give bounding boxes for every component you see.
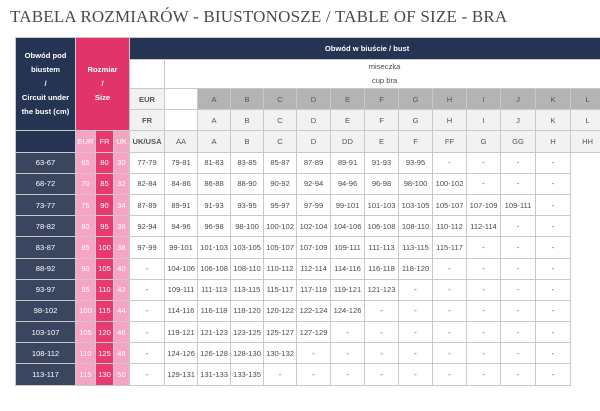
bust-cell: 118-120 <box>399 258 433 279</box>
size-fr: 90 <box>96 194 114 215</box>
size-eur: 115 <box>76 364 96 385</box>
bust-cell: 133-135 <box>231 364 264 385</box>
bust-cell: 124-126 <box>165 343 198 364</box>
size-eur: 65 <box>76 152 96 173</box>
cup-header-line: cup bra <box>371 76 398 85</box>
bust-cell: - <box>365 364 399 385</box>
table-row <box>16 322 600 343</box>
bust-cell: 111-113 <box>198 279 231 300</box>
fr-cup-e: E <box>331 110 365 131</box>
bust-cell: 102-104 <box>297 216 331 237</box>
bust-cell: 82-84 <box>130 173 165 194</box>
table-row <box>16 152 600 173</box>
size-eur: 75 <box>76 194 96 215</box>
bust-cell: 109-111 <box>165 279 198 300</box>
bust-cell: - <box>297 364 331 385</box>
eur-cup-j: J <box>501 89 536 110</box>
bust-cell: - <box>433 343 467 364</box>
bust-cell: 119-121 <box>165 322 198 343</box>
page-title: TABELA ROZMIARÓW - BIUSTONOSZE / TABLE OF SIZE - BRA <box>10 7 508 26</box>
underbust-header-line: the bust (cm) <box>21 107 70 117</box>
bust-cell: 91-93 <box>198 194 231 215</box>
bust-cell: 113-115 <box>231 279 264 300</box>
bust-cell: 111-113 <box>365 237 399 258</box>
bust-cell: - <box>536 300 571 321</box>
underbust-header-foot <box>16 131 76 152</box>
bust-cell: 129-131 <box>165 364 198 385</box>
bust-cell: - <box>501 322 536 343</box>
bust-cell: 96-98 <box>198 216 231 237</box>
size-sub-uk: UK <box>114 131 130 152</box>
uk-cup-d: D <box>297 131 331 152</box>
bust-cell: 103-105 <box>399 194 433 215</box>
bust-cell: 106-108 <box>365 216 399 237</box>
size-header-line: / <box>101 79 104 89</box>
size-fr: 105 <box>96 258 114 279</box>
bust-cell: - <box>433 152 467 173</box>
underbust-header <box>16 38 76 131</box>
bust-cell: 108-110 <box>399 216 433 237</box>
size-eur: 105 <box>76 322 96 343</box>
size-eur: 85 <box>76 237 96 258</box>
uk-cup-e: E <box>365 131 399 152</box>
size-header-line: Size <box>94 93 111 103</box>
bust-cell: 108-110 <box>231 258 264 279</box>
size-fr: 120 <box>96 322 114 343</box>
bust-cell: 112-114 <box>297 258 331 279</box>
eur-cup-h: H <box>433 89 467 110</box>
table-row <box>16 279 600 300</box>
size-eur: 80 <box>76 216 96 237</box>
bust-cell: - <box>399 322 433 343</box>
bust-cell: - <box>501 300 536 321</box>
bust-cell: 119-121 <box>331 279 365 300</box>
bust-cell: - <box>331 343 365 364</box>
bust-cell: - <box>501 173 536 194</box>
bust-cell: 96-98 <box>365 173 399 194</box>
bust-cell: 85-87 <box>264 152 297 173</box>
size-uk: 44 <box>114 300 130 321</box>
eur-cup-f: F <box>365 89 399 110</box>
bust-cell: 94-96 <box>331 173 365 194</box>
bust-cell: 126-128 <box>198 343 231 364</box>
eur-cup-d: D <box>297 89 331 110</box>
bust-cell: 100-102 <box>433 173 467 194</box>
eur-cup-a: A <box>198 89 231 110</box>
table-row <box>16 364 600 385</box>
size-eur: 95 <box>76 279 96 300</box>
bust-cell: 131-133 <box>198 364 231 385</box>
bust-cell: 88-90 <box>231 173 264 194</box>
uk-cup-b: B <box>231 131 264 152</box>
size-fr: 85 <box>96 173 114 194</box>
bust-cell: 122-124 <box>297 300 331 321</box>
bust-cell: - <box>130 258 165 279</box>
fr-cup-d: D <box>297 110 331 131</box>
table-row <box>16 194 600 215</box>
bust-cell: 121-123 <box>198 322 231 343</box>
underbust-range: 73-77 <box>16 194 76 215</box>
bust-cell: 123-125 <box>231 322 264 343</box>
size-uk: 32 <box>114 173 130 194</box>
bust-cell: 83-85 <box>231 152 264 173</box>
bust-cell: 127-129 <box>297 322 331 343</box>
bust-cell: - <box>365 322 399 343</box>
bust-cell: - <box>467 343 501 364</box>
cup-header <box>165 60 600 89</box>
size-sub-fr: FR <box>96 131 114 152</box>
bust-cell: - <box>501 343 536 364</box>
fr-cup-f: F <box>365 110 399 131</box>
eur-cup-b: B <box>231 89 264 110</box>
bust-cell: 99-101 <box>165 237 198 258</box>
eur-cup-i: I <box>467 89 501 110</box>
bust-cell: - <box>536 216 571 237</box>
size-fr: 125 <box>96 343 114 364</box>
bust-cell: - <box>501 152 536 173</box>
bust-cell: - <box>536 152 571 173</box>
size-table <box>15 37 600 386</box>
bust-cell: 106-108 <box>198 258 231 279</box>
bust-header: Obwód w biuście / bust <box>130 38 600 60</box>
size-header-line: Rozmiar <box>87 65 118 75</box>
table-row <box>16 300 600 321</box>
bust-cell: 115-117 <box>264 279 297 300</box>
bust-cell: 109-111 <box>331 237 365 258</box>
ukusa-label: UK/USA <box>130 131 165 152</box>
underbust-range: 103-107 <box>16 322 76 343</box>
bust-cell: - <box>467 322 501 343</box>
bust-cell: - <box>536 343 571 364</box>
bust-cell: - <box>130 322 165 343</box>
bust-cell: - <box>365 343 399 364</box>
bust-cell: - <box>264 364 297 385</box>
eur-cup-l: L <box>571 89 600 110</box>
bust-cell: 121-123 <box>365 279 399 300</box>
bust-cell: - <box>501 216 536 237</box>
underbust-range: 83-87 <box>16 237 76 258</box>
eur-cup-g: G <box>399 89 433 110</box>
size-header <box>76 38 130 131</box>
bust-cell: 100-102 <box>264 216 297 237</box>
size-sub-eur: EUR <box>76 131 96 152</box>
bust-cell: - <box>433 322 467 343</box>
size-eur: 110 <box>76 343 96 364</box>
size-uk: 36 <box>114 216 130 237</box>
underbust-range: 88-92 <box>16 258 76 279</box>
size-fr: 115 <box>96 300 114 321</box>
uk-cup-hh: HH <box>571 131 600 152</box>
bust-cell: - <box>501 364 536 385</box>
size-uk: 50 <box>114 364 130 385</box>
bust-cell: 114-116 <box>331 258 365 279</box>
bust-cell: - <box>399 343 433 364</box>
bust-cell: 109-111 <box>501 194 536 215</box>
bust-cell: 116-118 <box>198 300 231 321</box>
underbust-range: 93-97 <box>16 279 76 300</box>
cup-header-line: miseczka <box>368 62 401 71</box>
fr-cup-j: J <box>501 110 536 131</box>
eur-cup-c: C <box>264 89 297 110</box>
underbust-range: 108-112 <box>16 343 76 364</box>
eur-cup-spacer <box>165 89 198 110</box>
size-uk: 48 <box>114 343 130 364</box>
uk-cup-aa: AA <box>165 131 198 152</box>
bust-cell: - <box>433 300 467 321</box>
bust-cell: 101-103 <box>198 237 231 258</box>
bust-cell: - <box>467 279 501 300</box>
bust-cell: - <box>467 300 501 321</box>
bust-cell: 114-116 <box>165 300 198 321</box>
size-table-body <box>16 38 600 386</box>
bust-cell: - <box>467 173 501 194</box>
bust-cell: - <box>130 343 165 364</box>
bust-cell: 105-107 <box>433 194 467 215</box>
underbust-header-line: Circuit under <box>21 93 70 103</box>
bust-cell: - <box>297 343 331 364</box>
underbust-range: 63-67 <box>16 152 76 173</box>
bust-cell: 93-95 <box>231 194 264 215</box>
underbust-range: 68-72 <box>16 173 76 194</box>
size-uk: 34 <box>114 194 130 215</box>
bust-cell: - <box>399 364 433 385</box>
bust-cell: - <box>536 258 571 279</box>
bust-cell: - <box>399 300 433 321</box>
bust-cell: - <box>536 322 571 343</box>
bust-cell: 84-86 <box>165 173 198 194</box>
eur-cup-e: E <box>331 89 365 110</box>
bust-cell: 92-94 <box>130 216 165 237</box>
bust-cell: - <box>501 237 536 258</box>
uk-cup-row <box>16 131 600 152</box>
size-uk: 40 <box>114 258 130 279</box>
fr-cup-b: B <box>231 110 264 131</box>
bust-cell: 77-79 <box>130 152 165 173</box>
bust-cell: - <box>365 300 399 321</box>
size-fr: 95 <box>96 216 114 237</box>
size-eur: 70 <box>76 173 96 194</box>
bust-cell: 120-122 <box>264 300 297 321</box>
bust-cell: - <box>130 300 165 321</box>
fr-cup-i: I <box>467 110 501 131</box>
table-row <box>16 343 600 364</box>
table-row <box>16 237 600 258</box>
bust-cell: 94-96 <box>165 216 198 237</box>
bust-cell: - <box>433 258 467 279</box>
uk-cup-g: G <box>467 131 501 152</box>
uk-cup-f: F <box>399 131 433 152</box>
size-fr: 130 <box>96 364 114 385</box>
fr-cup-spacer <box>165 110 198 131</box>
uk-cup-c: C <box>264 131 297 152</box>
uk-cup-ff: FF <box>433 131 467 152</box>
bust-cell: - <box>331 322 365 343</box>
bust-cell: - <box>433 364 467 385</box>
bust-cell: 98-100 <box>231 216 264 237</box>
bust-cell: 118-120 <box>231 300 264 321</box>
table-row <box>16 258 600 279</box>
bust-cell: 79-81 <box>165 152 198 173</box>
fr-cup-k: K <box>536 110 571 131</box>
bust-cell: 92-94 <box>297 173 331 194</box>
bust-cell: 90-92 <box>264 173 297 194</box>
eur-cup-k: K <box>536 89 571 110</box>
bust-cell: 104-106 <box>331 216 365 237</box>
bust-cell: 87-89 <box>130 194 165 215</box>
bust-cell: - <box>130 364 165 385</box>
size-uk: 38 <box>114 237 130 258</box>
size-uk: 30 <box>114 152 130 173</box>
bust-cell: 116-118 <box>365 258 399 279</box>
bust-cell: 91-93 <box>365 152 399 173</box>
size-uk: 46 <box>114 322 130 343</box>
bust-cell: - <box>536 194 571 215</box>
underbust-range: 78-82 <box>16 216 76 237</box>
table-row <box>16 216 600 237</box>
fr-cup-g: G <box>399 110 433 131</box>
underbust-range: 98-102 <box>16 300 76 321</box>
bust-cell: 103-105 <box>231 237 264 258</box>
uk-cup-dd: DD <box>331 131 365 152</box>
bust-cell: - <box>536 173 571 194</box>
bust-cell: 93-95 <box>399 152 433 173</box>
bust-cell: - <box>536 364 571 385</box>
fr-cup-l: L <box>571 110 600 131</box>
bust-cell: 97-99 <box>297 194 331 215</box>
underbust-header-line: biustem <box>30 65 61 75</box>
bust-cell: 124-126 <box>331 300 365 321</box>
bust-cell: 81-83 <box>198 152 231 173</box>
bust-cell: 98-100 <box>399 173 433 194</box>
underbust-range: 113-117 <box>16 364 76 385</box>
bust-cell: 89-91 <box>331 152 365 173</box>
size-fr: 110 <box>96 279 114 300</box>
bust-cell: 86-88 <box>198 173 231 194</box>
size-eur: 90 <box>76 258 96 279</box>
bust-cell: - <box>467 364 501 385</box>
bust-cell: 128-130 <box>231 343 264 364</box>
size-eur: 100 <box>76 300 96 321</box>
size-chart-frame <box>4 2 594 406</box>
fr-cup-a: A <box>198 110 231 131</box>
bust-cell: 130-132 <box>264 343 297 364</box>
bust-cell: - <box>467 152 501 173</box>
fr-cup-h: H <box>433 110 467 131</box>
size-uk: 42 <box>114 279 130 300</box>
bust-cell: 99-101 <box>331 194 365 215</box>
bust-cell: 101-103 <box>365 194 399 215</box>
fr-label: FR <box>130 110 165 131</box>
bust-cell: 104-106 <box>165 258 198 279</box>
bust-cell: - <box>331 364 365 385</box>
bust-cell: 95-97 <box>264 194 297 215</box>
bust-cell: - <box>536 237 571 258</box>
bust-cell: 117-119 <box>297 279 331 300</box>
bust-cell: 113-115 <box>399 237 433 258</box>
fr-cup-c: C <box>264 110 297 131</box>
bust-cell: 105-107 <box>264 237 297 258</box>
bust-cell: 87-89 <box>297 152 331 173</box>
bust-cell: 115-117 <box>433 237 467 258</box>
bust-cell: - <box>467 237 501 258</box>
bust-cell: 107-109 <box>467 194 501 215</box>
underbust-header-line: / <box>44 79 47 89</box>
uk-cup-gg: GG <box>501 131 536 152</box>
size-fr: 80 <box>96 152 114 173</box>
bust-cell: 97-99 <box>130 237 165 258</box>
bust-cell: 107-109 <box>297 237 331 258</box>
bust-cell: 89-91 <box>165 194 198 215</box>
eur-label: EUR <box>130 89 165 110</box>
bust-cell: 112-114 <box>467 216 501 237</box>
table-row <box>16 173 600 194</box>
bust-cell: 110-112 <box>264 258 297 279</box>
uk-cup-a: A <box>198 131 231 152</box>
uk-cup-h: H <box>536 131 571 152</box>
bust-cell: - <box>536 279 571 300</box>
bust-cell: - <box>501 279 536 300</box>
bust-cell: - <box>433 279 467 300</box>
cup-header-spacer <box>130 60 165 89</box>
size-fr: 100 <box>96 237 114 258</box>
bust-cell: 110-112 <box>433 216 467 237</box>
bust-cell: 125-127 <box>264 322 297 343</box>
bust-cell: - <box>399 279 433 300</box>
underbust-header-line: Obwód pod <box>24 51 67 61</box>
bust-cell: - <box>467 258 501 279</box>
bust-cell: - <box>501 258 536 279</box>
bust-cell: - <box>130 279 165 300</box>
